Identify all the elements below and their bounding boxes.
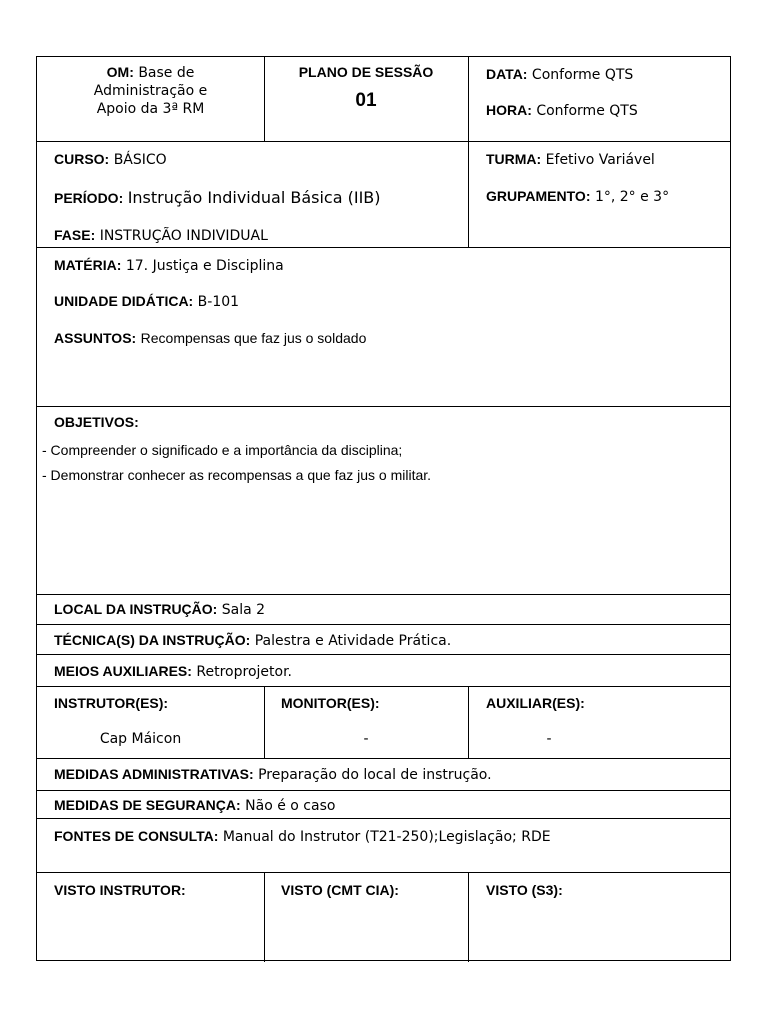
tecnica-label: TÉCNICA(S) DA INSTRUÇÃO: bbox=[54, 632, 251, 648]
hora-field bbox=[486, 102, 638, 119]
assuntos-label: ASSUNTOS: bbox=[54, 330, 137, 346]
fase-field bbox=[54, 227, 268, 244]
turma-value: Efetivo Variável bbox=[545, 152, 655, 168]
curso-field bbox=[54, 151, 167, 168]
tecnica-value: Palestra e Atividade Prática. bbox=[254, 633, 452, 649]
visto-instrutor-label: VISTO INSTRUTOR: bbox=[54, 882, 186, 898]
objetivo-item-2: - Demonstrar conhecer as recompensas a que faz jus o militar. bbox=[42, 467, 432, 483]
plano-number: 01 bbox=[355, 90, 377, 111]
grupamento-value: 1°, 2° e 3° bbox=[594, 189, 670, 205]
assuntos-field bbox=[54, 330, 366, 347]
local-field bbox=[54, 601, 265, 618]
unidade-field bbox=[54, 293, 239, 310]
admin-field bbox=[54, 766, 492, 783]
meios-label: MEIOS AUXILIARES: bbox=[54, 663, 192, 679]
fontes-label: FONTES DE CONSULTA: bbox=[54, 828, 219, 844]
session-plan-form bbox=[36, 56, 731, 961]
visto-cmt-label: VISTO (CMT CIA): bbox=[281, 882, 399, 898]
divider-meios bbox=[37, 686, 730, 687]
divider-header bbox=[37, 141, 730, 142]
vdivider-staff-2 bbox=[468, 686, 469, 758]
local-label: LOCAL DA INSTRUÇÃO: bbox=[54, 601, 218, 617]
auxiliar-label: AUXILIAR(ES): bbox=[486, 695, 585, 711]
auxiliar-value: - bbox=[546, 731, 552, 747]
admin-label: MEDIDAS ADMINISTRATIVAS: bbox=[54, 766, 254, 782]
curso-value: BÁSICO bbox=[113, 152, 167, 168]
instrutor-value: Cap Máicon bbox=[99, 731, 182, 747]
divider-tecnica bbox=[37, 654, 730, 655]
periodo-value: Instrução Individual Básica (IIB) bbox=[127, 188, 381, 207]
divider-subject bbox=[37, 406, 730, 407]
materia-value: 17. Justiça e Disciplina bbox=[125, 258, 284, 274]
meios-value: Retroprojetor. bbox=[196, 664, 292, 680]
om-cell bbox=[37, 63, 264, 118]
om-value-3: Apoio da 3ª RM bbox=[96, 101, 205, 117]
om-value-1: Base de bbox=[138, 65, 195, 81]
om-label: OM: bbox=[106, 64, 134, 80]
objetivos-label: OBJETIVOS: bbox=[54, 414, 139, 430]
materia-field bbox=[54, 257, 284, 274]
seguranca-label: MEDIDAS DE SEGURANÇA: bbox=[54, 797, 241, 813]
curso-label: CURSO: bbox=[54, 151, 110, 167]
fase-label: FASE: bbox=[54, 227, 96, 243]
materia-label: MATÉRIA: bbox=[54, 257, 122, 273]
monitor-value: - bbox=[363, 731, 369, 747]
data-value: Conforme QTS bbox=[531, 67, 634, 83]
vdivider-staff-1 bbox=[264, 686, 265, 758]
plano-cell bbox=[264, 63, 468, 112]
instrutor-label: INSTRUTOR(ES): bbox=[54, 695, 169, 711]
tecnica-field bbox=[54, 632, 451, 649]
data-field bbox=[486, 66, 633, 83]
meios-field bbox=[54, 663, 292, 680]
divider-course bbox=[37, 247, 730, 248]
fontes-field bbox=[54, 828, 551, 845]
hora-label: HORA: bbox=[486, 102, 532, 118]
hora-value: Conforme QTS bbox=[536, 103, 638, 119]
periodo-field bbox=[54, 188, 381, 207]
turma-label: TURMA: bbox=[486, 151, 542, 167]
unidade-value: B-101 bbox=[197, 294, 240, 310]
seguranca-field bbox=[54, 797, 335, 814]
vdivider-sign-1 bbox=[264, 872, 265, 962]
divider-seguranca bbox=[37, 818, 730, 819]
turma-field bbox=[486, 151, 655, 168]
assuntos-value: Recompensas que faz jus o soldado bbox=[140, 330, 367, 346]
grupamento-field bbox=[486, 188, 669, 205]
divider-fontes bbox=[37, 872, 730, 873]
fase-value: INSTRUÇÃO INDIVIDUAL bbox=[99, 228, 268, 244]
vdivider-header-2 bbox=[468, 57, 469, 247]
fontes-value: Manual do Instrutor (T21-250);Legislação; RDE bbox=[222, 829, 551, 845]
local-value: Sala 2 bbox=[221, 602, 266, 618]
divider-admin bbox=[37, 790, 730, 791]
plano-label: PLANO DE SESSÃO bbox=[298, 64, 434, 80]
vdivider-sign-2 bbox=[468, 872, 469, 962]
om-line-1 bbox=[37, 63, 264, 82]
om-value-2: Administração e bbox=[93, 83, 208, 99]
seguranca-value: Não é o caso bbox=[245, 798, 336, 814]
grupamento-label: GRUPAMENTO: bbox=[486, 188, 591, 204]
objetivo-item-1: - Compreender o significado e a importância da disciplina; bbox=[42, 442, 403, 458]
admin-value: Preparação do local de instrução. bbox=[258, 767, 492, 783]
divider-local bbox=[37, 624, 730, 625]
visto-s3-label: VISTO (S3): bbox=[486, 882, 563, 898]
divider-staff bbox=[37, 758, 730, 759]
monitor-label: MONITOR(ES): bbox=[281, 695, 380, 711]
divider-objectives bbox=[37, 594, 730, 595]
unidade-label: UNIDADE DIDÁTICA: bbox=[54, 293, 194, 309]
periodo-label: PERÍODO: bbox=[54, 190, 124, 206]
data-label: DATA: bbox=[486, 66, 528, 82]
